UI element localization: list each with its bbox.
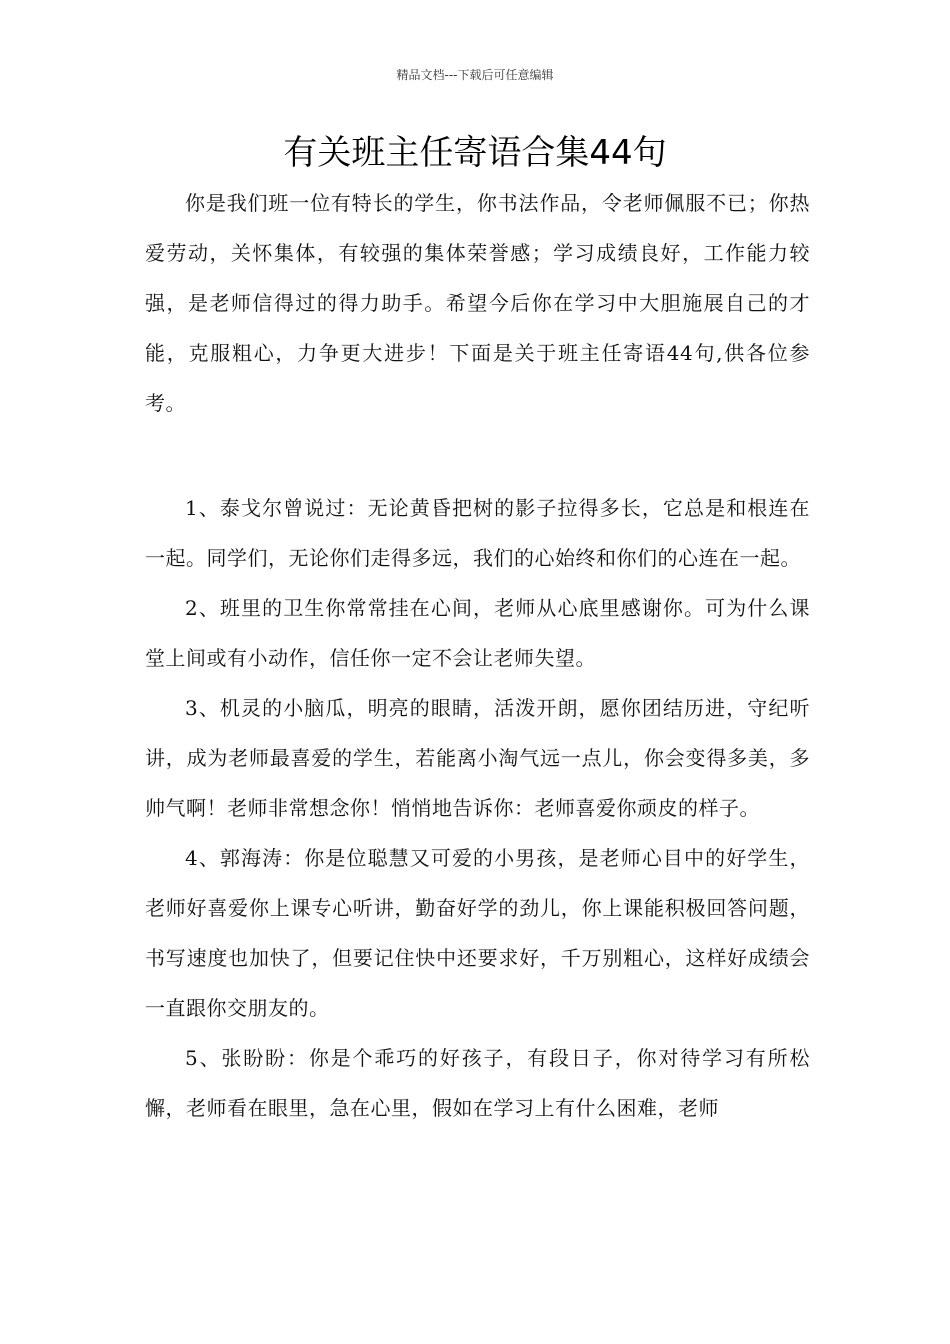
list-item: 1、泰戈尔曾说过：无论黄昏把树的影子拉得多长，它总是和根连在一起。同学们，无论你们走得多远，我们的心始终和你们的心连在一起。 bbox=[145, 496, 810, 570]
list-item: 5、张盼盼：你是个乖巧的好孩子，有段日子，你对待学习有所松懈，老师看在眼里，急在心里，假如在学习上有什么困难，老师 bbox=[145, 1046, 810, 1120]
list-item: 2、班里的卫生你常常挂在心间，老师从心底里感谢你。可为什么课堂上间或有小动作，信任你一定不会让老师失望。 bbox=[145, 596, 810, 670]
list-item: 4、郭海涛：你是位聪慧又可爱的小男孩，是老师心目中的好学生，老师好喜爱你上课专心听讲，勤奋好学的劲儿，你上课能积极回答问题，书写速度也加快了，但要记住快中还要求好，千万别粗心，这样好成绩会一直跟你交朋友的。 bbox=[145, 846, 810, 1020]
header-note: 精品文档---下载后可任意编辑 bbox=[396, 68, 554, 82]
paragraph-spacer bbox=[145, 428, 810, 483]
document-title: 有关班主任寄语合集44句 bbox=[283, 133, 667, 173]
list-item: 3、机灵的小脑瓜，明亮的眼睛，活泼开朗，愿你团结历进，守纪听讲，成为老师最喜爱的学生，若能离小淘气远一点儿，你会变得多美，多帅气啊！老师非常想念你！悄悄地告诉你：老师喜爱你顽皮的样子。 bbox=[145, 696, 810, 820]
document-body bbox=[145, 178, 810, 1133]
intro-paragraph: 你是我们班一位有特长的学生，你书法作品，令老师佩服不已；你热爱劳动，关怀集体，有较强的集体荣誉感；学习成绩良好，工作能力较强，是老师信得过的得力助手。希望今后你在学习中大胆施展自己的才能，克服粗心，力争更大进步！下面是关于班主任寄语44句,供各位参考。 bbox=[145, 191, 810, 415]
